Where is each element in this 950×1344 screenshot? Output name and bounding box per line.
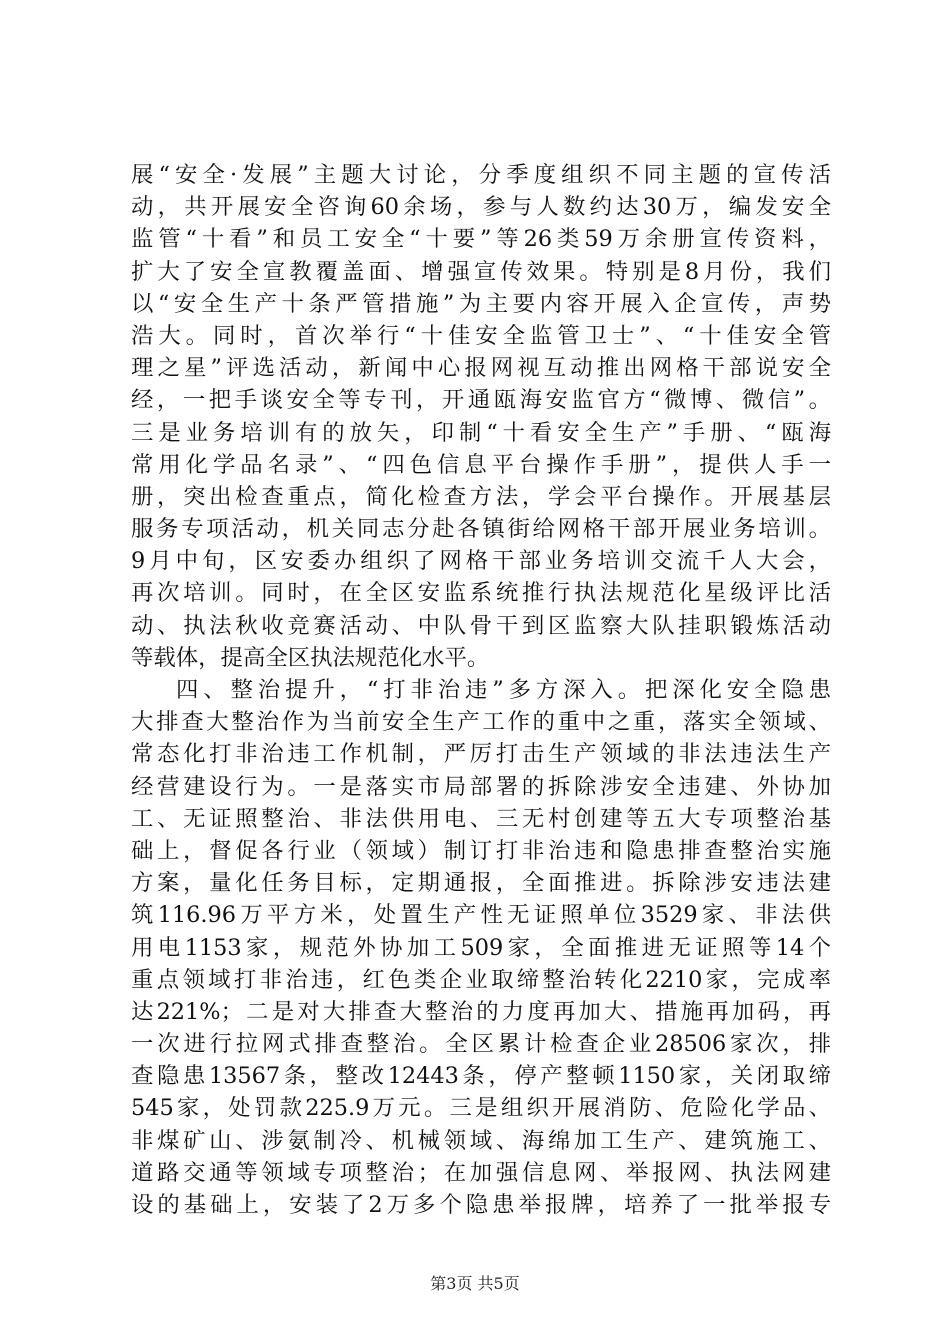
text-line: 动，共开展安全咨询60余场，参与人数约达30万，编发安全 (131, 194, 831, 221)
text-line: 筑116.96万平方米，处置生产性无证照单位3529家、非法供 (131, 902, 831, 929)
text-line: 545家，处罚款225.9万元。三是组织开展消防、危险化学品、 (131, 1095, 831, 1122)
text-line: 查隐患13567条，整改12443条，停产整顿1150家，关闭取缔 (131, 1063, 831, 1090)
text-line: 监管“十看”和员工安全“十要”等26类59万余册宣传资料， (131, 226, 831, 253)
text-line: 三是业务培训有的放矢，印制“十看安全生产”手册、“瓯海 (131, 419, 831, 446)
text-line: 设的基础上，安装了2万多个隐患举报牌，培养了一批举报专 (131, 1192, 831, 1218)
text-line: 常态化打非治违工作机制，严厉打击生产领域的非法违法生产 (131, 741, 831, 768)
text-line: 展“安全·发展”主题大讨论，分季度组织不同主题的宣传活 (131, 162, 831, 188)
text-line: 础上，督促各行业（领域）制订打非治违和隐患排查整治实施 (131, 837, 831, 864)
text-line: 等载体，提高全区执法规范化水平。 (131, 644, 490, 671)
text-line: 道路交通等领域专项整治；在加强信息网、举报网、执法网建 (131, 1159, 831, 1186)
text-line: 经营建设行为。一是落实市局部署的拆除涉安全违建、外协加 (131, 773, 831, 800)
text-line: 经，一把手谈安全等专刊，开通瓯海安监官方“微博、微信”。 (131, 387, 831, 414)
text-line: 方案，量化任务目标，定期通报，全面推进。拆除涉安违法建 (131, 870, 831, 897)
text-line: 服务专项活动，机关同志分赴各镇街给网格干部开展业务培训。 (131, 516, 831, 543)
text-line: 理之星”评选活动，新闻中心报网视互动推出网格干部说安全 (131, 355, 831, 382)
text-line: 以“安全生产十条严管措施”为主要内容开展入企宣传，声势 (131, 290, 831, 317)
text-line: 非煤矿山、涉氨制冷、机械领域、海绵加工生产、建筑施工、 (131, 1127, 831, 1154)
text-line: 册，突出检查重点，简化检查方法，学会平台操作。开展基层 (131, 483, 831, 510)
text-line: 浩大。同时，首次举行“十佳安全监管卫士”、“十佳安全管 (131, 322, 831, 349)
text-line: 再次培训。同时，在全区安监系统推行执法规范化星级评比活 (131, 580, 831, 607)
text-line: 常用化学品名录”、“四色信息平台操作手册”，提供人手一 (131, 451, 831, 478)
text-line: 一次进行拉网式排查整治。全区累计检查企业28506家次，排 (131, 1031, 831, 1058)
text-line: 达221%；二是对大排查大整治的力度再加大、措施再加码，再 (131, 998, 831, 1025)
text-line: 工、无证照整治、非法供用电、三无村创建等五大专项整治基 (131, 805, 831, 832)
text-line: 用电1153家，规范外协加工509家，全面推进无证照等14个 (131, 934, 831, 961)
text-line: 重点领域打非治违，红色类企业取缔整治转化2210家，完成率 (131, 966, 831, 993)
text-line: 9月中旬，区安委办组织了网格干部业务培训交流千人大会， (131, 548, 831, 575)
text-line: 扩大了安全宣教覆盖面、增强宣传效果。特别是8月份，我们 (131, 258, 831, 285)
text-line: 动、执法秋收竞赛活动、中队骨干到区监察大队挂职锻炼活动 (131, 612, 831, 639)
body-text (131, 159, 831, 1221)
page-footer: 第3页 共5页 (430, 1274, 520, 1293)
text-line: 大排查大整治作为当前安全生产工作的重中之重，落实全领域、 (131, 709, 831, 736)
section-heading-line: 四、整治提升，“打非治违”多方深入。把深化安全隐患 (176, 677, 831, 703)
